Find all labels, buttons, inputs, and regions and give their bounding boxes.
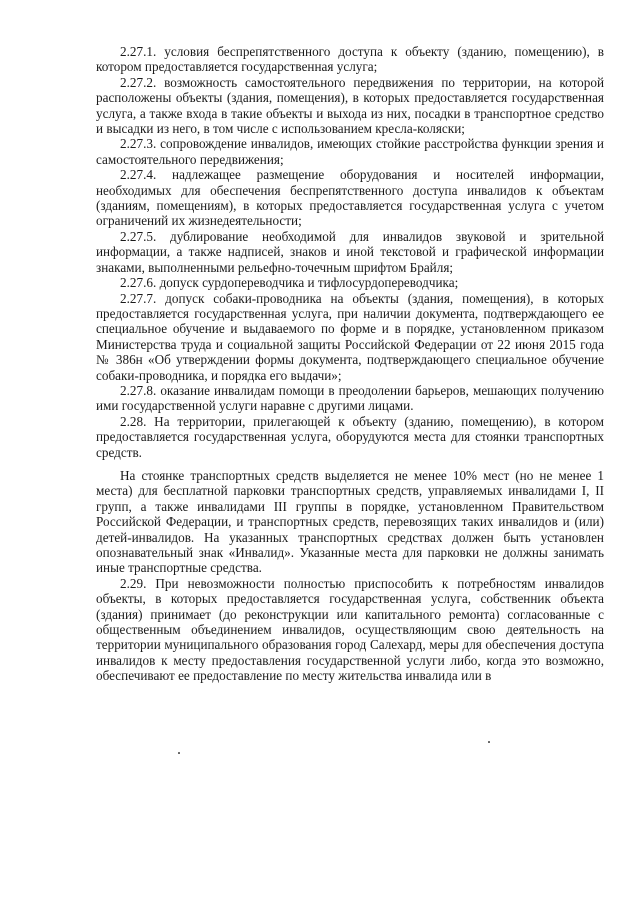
paragraph-2-27-2: 2.27.2. возможность самостоятельного передвижения по территории, на которой расположены объекты (здания, помещения), в которых предоставляется государственная услуга, а также входа в такие объекты и выхода из них, посадки в транспортное средство и высадки из него, в том числе с использованием кресла-коляски; [96, 74, 604, 137]
scan-speck [178, 752, 180, 754]
paragraph-2-29: 2.29. При невозможности полностью приспособить к потребностям инвалидов объекты, в которых предоставляется государственная услуга, собственник объекта (здания) принимает (до реконструкции или капитального ремонта) согласованные с общественным объединением инвалидов, осуществляющим свою деятельность на территории муниципального образования город Салехард, меры для обеспечения доступа инвалидов к месту предоставления государственной услуги либо, когда это возможно, обеспечивают ее предоставление по месту жительства инвалида или в [96, 575, 604, 684]
paragraph-2-27-5: 2.27.5. дублирование необходимой для инвалидов звуковой и зрительной информации, а также надписей, знаков и иной текстовой и графической информации знаками, выполненными рельефно-точечным шрифтом Брайля; [96, 228, 604, 275]
document-page [96, 44, 604, 684]
paragraph-2-28: 2.28. На территории, прилегающей к объекту (зданию, помещению), в котором предоставляется государственная услуга, оборудуются места для стоянки транспортных средств. [96, 413, 604, 460]
scan-speck [488, 741, 490, 743]
paragraph-parking: На стоянке транспортных средств выделяется не менее 10% мест (но не менее 1 места) для бесплатной парковки транспортных средств, управляемых инвалидами I, II групп, а также инвалидами III группы в порядке, установленном Правительством Российской Федерации, и транспортных средств, перевозящих таких инвалидов и (или) детей-инвалидов. На указанных транспортных средствах должен быть установлен опознавательный знак «Инвалид». Указанные места для парковки не должны занимать иные транспортные средства. [96, 467, 604, 576]
paragraph-2-27-6: 2.27.6. допуск сурдопереводчика и тифлосурдопереводчика; [120, 275, 459, 291]
paragraph-2-27-8: 2.27.8. оказание инвалидам помощи в преодолении барьеров, мешающих получению ими государственной услуги наравне с другими лицами. [96, 382, 604, 414]
paragraph-2-27-1: 2.27.1. условия беспрепятственного доступа к объекту (зданию, помещению), в котором предоставляется государственная услуга; [96, 44, 604, 75]
paragraph-2-27-3: 2.27.3. сопровождение инвалидов, имеющих стойкие расстройства функции зрения и самостоятельного передвижения; [96, 136, 604, 167]
paragraph-2-27-7: 2.27.7. допуск собаки-проводника на объекты (здания, помещения), в которых предоставляется государственная услуга, при наличии документа, подтверждающего ее специальное обучение и выдаваемого по форме и в порядке, установленном приказом Министерства труда и социальной защиты Российской Федерации от 22 июня 2015 года № 386н «Об утверждении формы документа, подтверждающего специальное обучение собаки-проводника, и порядка его выдачи»; [96, 290, 604, 383]
paragraph-2-27-4: 2.27.4. надлежащее размещение оборудования и носителей информации, необходимых для обеспечения беспрепятственного доступа инвалидов к объектам (зданиям, помещениям), в которых предоставляется государственная услуга с учетом ограничений их жизнедеятельности; [96, 167, 604, 229]
